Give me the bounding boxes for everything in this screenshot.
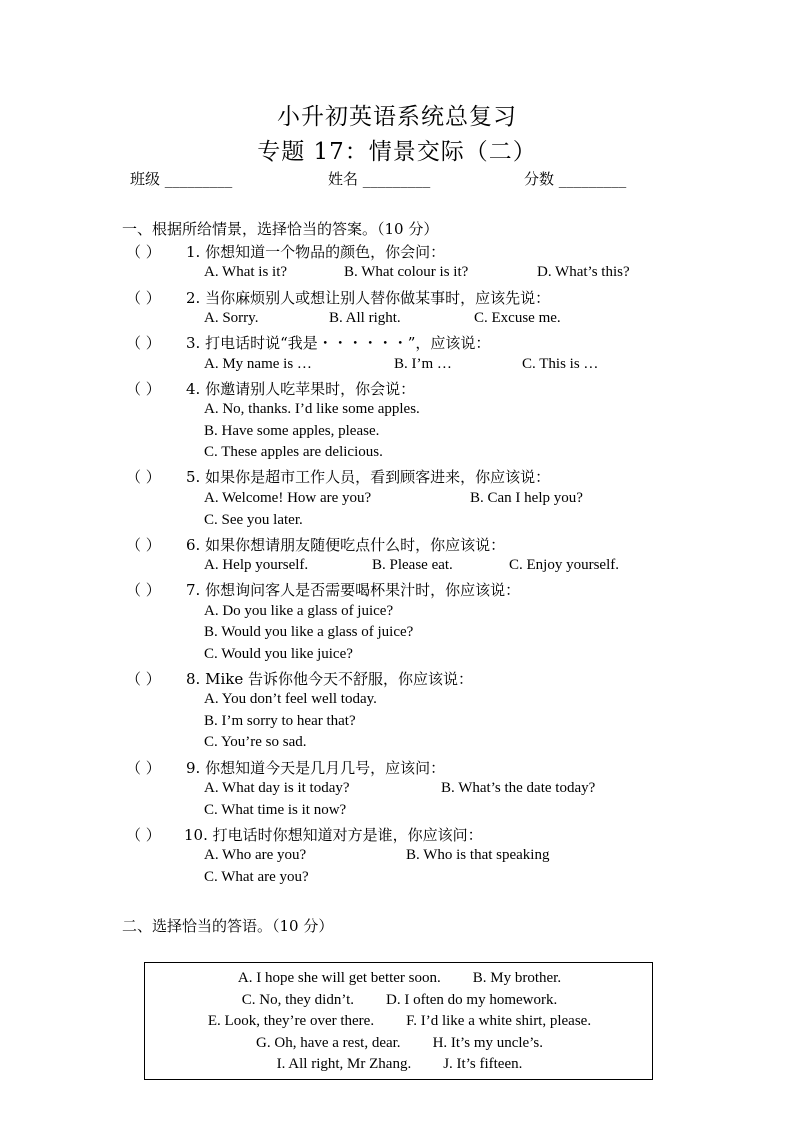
question-7 <box>126 579 686 601</box>
question-5 <box>126 466 686 488</box>
question-text: 6. 如果你想请朋友随便吃点什么时，你应该说： <box>186 536 506 554</box>
question-8 <box>126 668 686 690</box>
option: B. All right. <box>329 310 401 326</box>
choice: J. It’s fifteen. <box>443 1056 523 1072</box>
name-field: 姓名 _________ <box>328 170 431 188</box>
choice-row <box>145 1013 654 1030</box>
question-text: 2. 当你麻烦别人或想让别人替你做某事时，应该先说： <box>186 289 551 307</box>
option: A. Do you like a glass of juice? <box>204 603 394 619</box>
answer-blank: （ ） <box>126 826 161 844</box>
option: B. Please eat. <box>372 557 453 573</box>
choice-row <box>145 992 654 1009</box>
answer-choices-box <box>144 962 653 1080</box>
option: C. See you later. <box>204 512 303 528</box>
question-text: 4. 你邀请别人吃苹果时，你会说： <box>186 380 416 398</box>
option: A. Sorry. <box>204 310 259 326</box>
option: C. Would you like juice? <box>204 646 353 662</box>
option: A. What is it? <box>204 264 288 280</box>
question-6 <box>126 534 686 556</box>
page-subtitle: 专题 17：情景交际（二） <box>257 139 537 165</box>
section1-heading: 一、根据所给情景，选择恰当的答案。（10 分） <box>122 220 439 238</box>
question-3 <box>126 332 686 354</box>
choice: H. It’s my uncle’s. <box>432 1035 543 1051</box>
option: C. What time is it now? <box>204 802 347 818</box>
answer-blank: （ ） <box>126 334 161 352</box>
option: C. These apples are delicious. <box>204 444 383 460</box>
section2-heading: 二、选择恰当的答语。（10 分） <box>122 917 334 935</box>
question-2 <box>126 287 686 309</box>
choice-row <box>145 1056 654 1073</box>
page-title: 小升初英语系统总复习 <box>277 104 517 130</box>
option: A. Help yourself. <box>204 557 309 573</box>
option: B. I’m … <box>394 356 452 372</box>
choice-row <box>145 970 654 987</box>
option: B. Have some apples, please. <box>204 423 380 439</box>
option: A. Welcome! How are you? <box>204 490 372 506</box>
option: A. Who are you? <box>204 847 307 863</box>
class-field: 班级 _________ <box>130 170 233 188</box>
question-10 <box>126 824 686 846</box>
option: A. My name is … <box>204 356 312 372</box>
question-9 <box>126 757 686 779</box>
choice: G. Oh, have a rest, dear. <box>256 1035 401 1051</box>
choice: I. All right, Mr Zhang. <box>276 1056 412 1072</box>
answer-blank: （ ） <box>126 536 161 554</box>
choice-row <box>145 1035 654 1052</box>
option: B. Who is that speaking <box>406 847 550 863</box>
option: B. I’m sorry to hear that? <box>204 713 356 729</box>
question-text: 8. Mike 告诉你他今天不舒服，你应该说： <box>186 670 473 688</box>
option: B. Can I help you? <box>470 490 583 506</box>
answer-blank: （ ） <box>126 670 161 688</box>
option: C. This is … <box>522 356 599 372</box>
answer-blank: （ ） <box>126 243 161 261</box>
choice: D. I often do my homework. <box>386 992 558 1008</box>
option: C. What are you? <box>204 869 309 885</box>
option: C. You’re so sad. <box>204 734 307 750</box>
question-text: 5. 如果你是超市工作人员，看到顾客进来，你应该说： <box>186 468 551 486</box>
option: B. What colour is it? <box>344 264 469 280</box>
question-1 <box>126 241 686 263</box>
option: A. No, thanks. I’d like some apples. <box>204 401 420 417</box>
question-text: 9. 你想知道今天是几月几号，应该问： <box>186 759 446 777</box>
choice: A. I hope she will get better soon. <box>237 970 441 986</box>
option: B. Would you like a glass of juice? <box>204 624 414 640</box>
question-text: 3. 打电话时说“我是・・・・・・”，应该说： <box>186 334 491 352</box>
choice: C. No, they didn’t. <box>241 992 354 1008</box>
answer-blank: （ ） <box>126 468 161 486</box>
option: B. What’s the date today? <box>441 780 596 796</box>
option: C. Excuse me. <box>474 310 561 326</box>
choice: B. My brother. <box>472 970 562 986</box>
question-text: 7. 你想询问客人是否需要喝杯果汁时，你应该说： <box>186 581 521 599</box>
option: D. What’s this? <box>537 264 630 280</box>
question-4 <box>126 378 686 400</box>
option: C. Enjoy yourself. <box>509 557 619 573</box>
question-text: 10. 打电话时你想知道对方是谁，你应该问： <box>184 826 483 844</box>
question-text: 1. 你想知道一个物品的颜色，你会问： <box>186 243 446 261</box>
score-field: 分数 _________ <box>524 170 627 188</box>
answer-blank: （ ） <box>126 380 161 398</box>
answer-blank: （ ） <box>126 759 161 777</box>
option: A. What day is it today? <box>204 780 350 796</box>
answer-blank: （ ） <box>126 289 161 307</box>
choice: E. Look, they’re over there. <box>207 1013 375 1029</box>
choice: F. I’d like a white shirt, please. <box>406 1013 592 1029</box>
answer-blank: （ ） <box>126 581 161 599</box>
option: A. You don’t feel well today. <box>204 691 377 707</box>
